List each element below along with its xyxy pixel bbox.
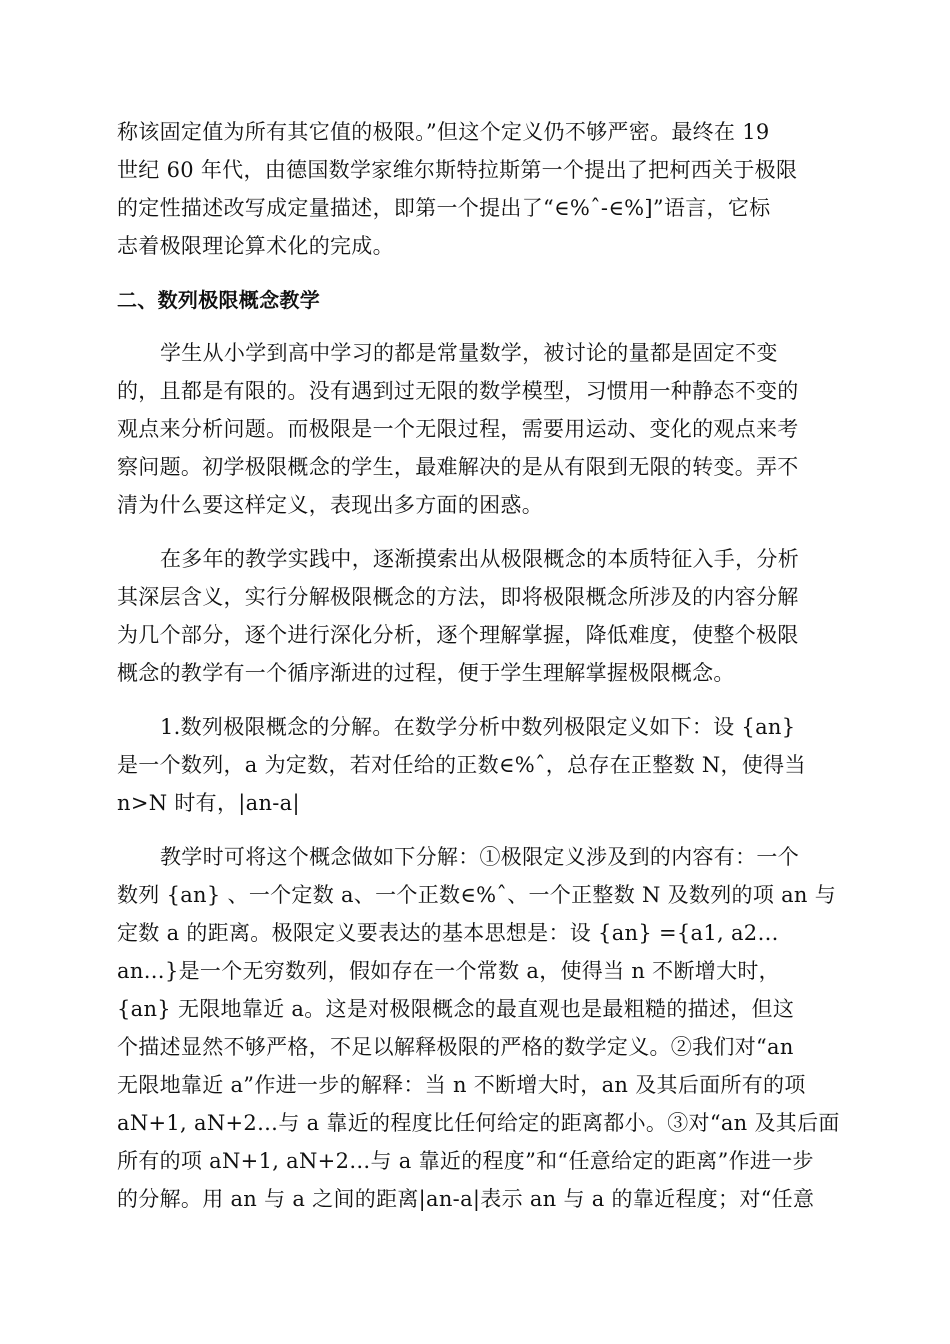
text-line: 在多年的教学实践中，逐渐摸索出从极限概念的本质特征入手，分析 xyxy=(160,547,799,571)
text-line: 为几个部分，逐个进行深化分析，逐个理解掌握，降低难度，使整个极限 xyxy=(117,623,799,647)
text-line: 清为什么要这样定义，表现出多方面的困惑。 xyxy=(117,493,543,517)
text-line: 其深层含义，实行分解极限概念的方法，即将极限概念所涉及的内容分解 xyxy=(117,585,799,609)
text-line: 是一个数列，a 为定数，若对任给的正数∈%ˆ，总存在正整数 N，使得当 xyxy=(117,753,806,777)
text-line: 无限地靠近 a”作进一步的解释：当 n 不断增大时，an 及其后面所有的项 xyxy=(117,1073,806,1097)
text-line: n>N 时有，|an-a| xyxy=(117,791,300,815)
text-line: 概念的教学有一个循序渐进的过程，便于学生理解掌握极限概念。 xyxy=(117,661,735,685)
text-line: 志着极限理论算术化的完成。 xyxy=(117,234,394,258)
section-heading: 二、数列极限概念教学 xyxy=(117,288,320,312)
text-line: {an} 无限地靠近 a。这是对极限概念的最直观也是最粗糙的描述，但这 xyxy=(117,997,795,1021)
text-line: 定数 a 的距离。极限定义要表达的基本思想是：设 {an} ={a1, a2… xyxy=(117,921,779,945)
text-line: 教学时可将这个概念做如下分解：①极限定义涉及到的内容有：一个 xyxy=(160,845,799,869)
text-line: 所有的项 aN+1, aN+2…与 a 靠近的程度”和“任意给定的距离”作进一步 xyxy=(117,1149,814,1173)
text-line: 数列 {an} 、一个定数 a、一个正数∈%ˆ、一个正整数 N 及数列的项 an 与 xyxy=(117,883,837,907)
text-line: 1.数列极限概念的分解。在数学分析中数列极限定义如下：设 {an} xyxy=(160,715,796,739)
text-line: an…}是一个无穷数列，假如存在一个常数 a，使得当 n 不断增大时， xyxy=(117,959,780,983)
text-line: 个描述显然不够严格，不足以解释极限的严格的数学定义。②我们对“an xyxy=(117,1035,794,1059)
text-line: 的，且都是有限的。没有遇到过无限的数学模型，习惯用一种静态不变的 xyxy=(117,379,799,403)
text-line: 称该固定值为所有其它值的极限。”但这个定义仍不够严密。最终在 19 xyxy=(117,120,770,144)
text-line: 世纪 60 年代，由德国数学家维尔斯特拉斯第一个提出了把柯西关于极限 xyxy=(117,158,798,182)
text-line: aN+1, aN+2…与 a 靠近的程度比任何给定的距离都小。③对“an 及其后面 xyxy=(117,1111,840,1135)
text-line: 观点来分析问题。而极限是一个无限过程，需要用运动、变化的观点来考 xyxy=(117,417,799,441)
text-line: 察问题。初学极限概念的学生，最难解决的是从有限到无限的转变。弄不 xyxy=(117,455,799,479)
text-line: 的定性描述改写成定量描述，即第一个提出了“∈%ˆ-∈%]”语言，它标 xyxy=(117,196,771,220)
text-line: 学生从小学到高中学习的都是常量数学，被讨论的量都是固定不变 xyxy=(160,341,778,365)
text-line: 的分解。用 an 与 a 之间的距离|an-a|表示 an 与 a 的靠近程度；对“任意 xyxy=(117,1187,815,1211)
